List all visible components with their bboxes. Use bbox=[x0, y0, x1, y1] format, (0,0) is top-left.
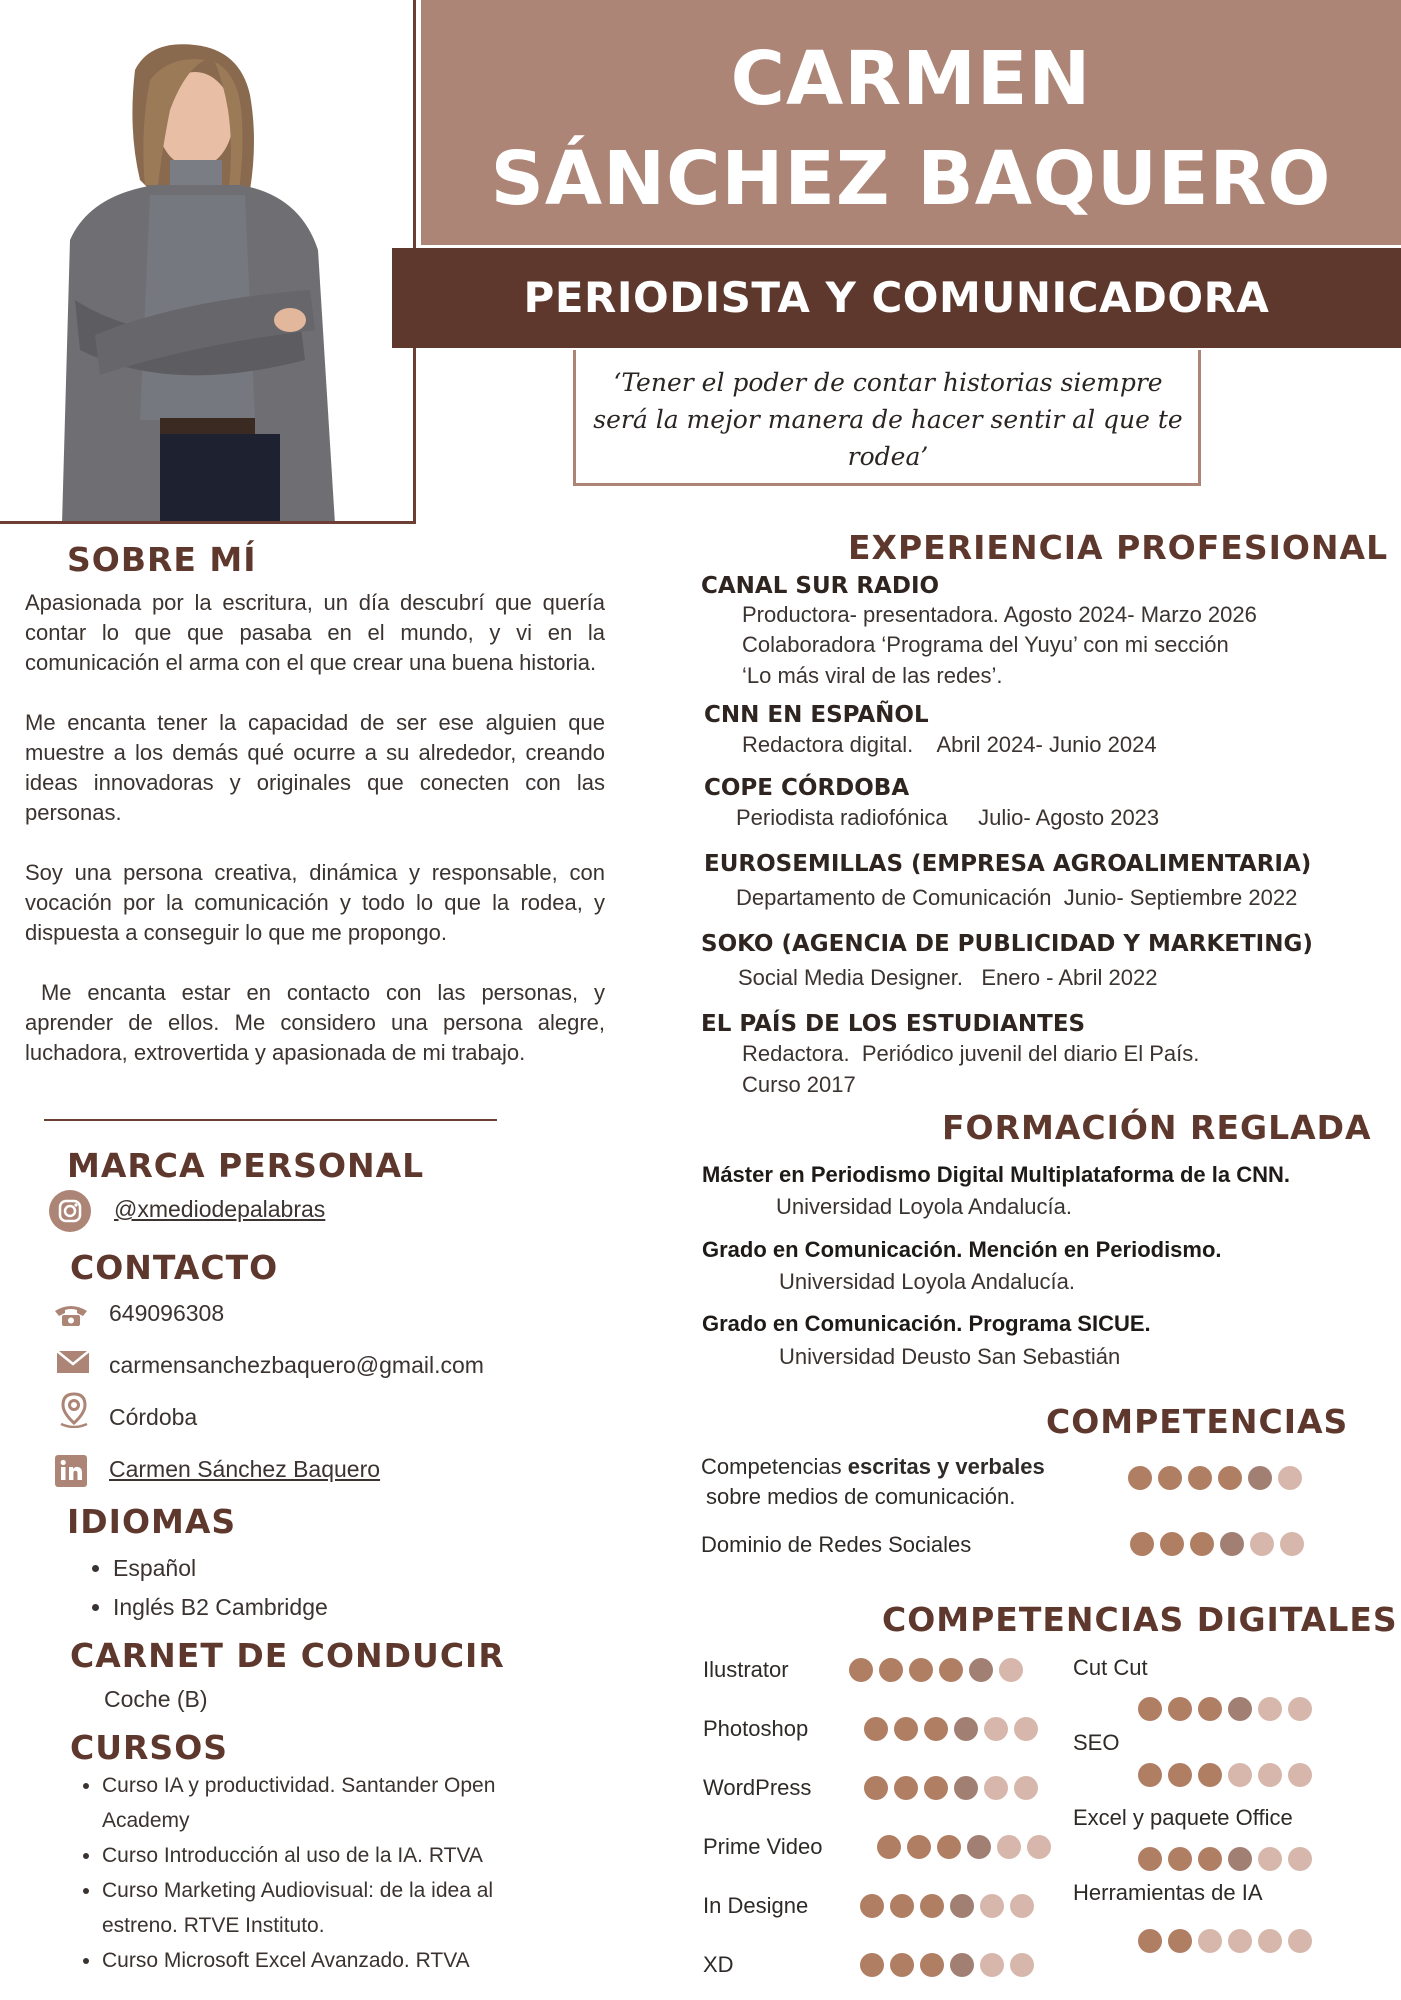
job-company: COPE CÓRDOBA bbox=[704, 775, 910, 801]
job-company: CNN EN ESPAÑOL bbox=[704, 702, 929, 728]
rating-dot-filled bbox=[909, 1658, 933, 1682]
job-company: SOKO (AGENCIA DE PUBLICIDAD Y MARKETING) bbox=[701, 931, 1313, 957]
rating-dot-empty bbox=[1228, 1763, 1252, 1787]
rating-dot-empty bbox=[1288, 1697, 1312, 1721]
digital-skill-rating bbox=[849, 1658, 1023, 1682]
about-paragraph: Me encanta estar en contacto con las personas, y aprender de ellos. Me considero una persona alegre, luchadora, extrovertida y apasionada de mi trabajo. bbox=[25, 980, 612, 1065]
rating-dot-filled bbox=[860, 1894, 884, 1918]
rating-dot-filled bbox=[894, 1717, 918, 1741]
rating-dot-filled bbox=[939, 1658, 963, 1682]
job-detail: Periodista radiofónica Julio- Agosto 2023 bbox=[736, 805, 1160, 830]
languages-heading: IDIOMAS bbox=[67, 1502, 237, 1541]
rating-dot-empty bbox=[1258, 1697, 1282, 1721]
rating-dot-filled bbox=[1168, 1929, 1192, 1953]
rating-dot-filled bbox=[954, 1776, 978, 1800]
rating-dot-filled bbox=[1160, 1532, 1184, 1556]
rating-dot-filled bbox=[1228, 1697, 1252, 1721]
digital-skill-rating bbox=[864, 1776, 1038, 1800]
rating-dot-filled bbox=[864, 1717, 888, 1741]
rating-dot-empty bbox=[1250, 1532, 1274, 1556]
job-company: EL PAÍS DE LOS ESTUDIANTES bbox=[701, 1011, 1086, 1037]
rating-dot-filled bbox=[879, 1658, 903, 1682]
digital-skill-label: Cut Cut bbox=[1073, 1655, 1148, 1680]
linkedin-link[interactable]: Carmen Sánchez Baquero bbox=[109, 1456, 381, 1482]
rating-dot-filled bbox=[1188, 1466, 1212, 1490]
rating-dot-filled bbox=[1138, 1763, 1162, 1787]
rating-dot-filled bbox=[1168, 1697, 1192, 1721]
digital-skill-label: SEO bbox=[1073, 1730, 1120, 1755]
rating-dot-empty bbox=[997, 1835, 1021, 1859]
digital-skill-label: Prime Video bbox=[703, 1834, 823, 1859]
competency-label: Competencias escritas y verbales bbox=[701, 1454, 1045, 1479]
rating-dot-empty bbox=[1288, 1763, 1312, 1787]
course-item: • Curso Introducción al uso de la IA. RTVA bbox=[102, 1838, 550, 1873]
rating-dot-filled bbox=[877, 1835, 901, 1859]
education-degree: Grado en Comunicación. Mención en Periodismo. bbox=[702, 1237, 1222, 1262]
digital-skill-rating bbox=[860, 1953, 1034, 1977]
digital-skill-rating bbox=[1138, 1847, 1312, 1871]
rating-dot-filled bbox=[890, 1953, 914, 1977]
profile-photo bbox=[0, 0, 416, 524]
job-detail: Curso 2017 bbox=[742, 1072, 856, 1097]
rating-dot-filled bbox=[1138, 1847, 1162, 1871]
email-icon bbox=[56, 1350, 90, 1379]
digital-heading: COMPETENCIAS DIGITALES bbox=[882, 1600, 1398, 1639]
rating-dot-filled bbox=[924, 1717, 948, 1741]
rating-dot-empty bbox=[1027, 1835, 1051, 1859]
job-detail: Departamento de Comunicación Junio- Septiembre 2022 bbox=[736, 885, 1298, 910]
job-detail: Productora- presentadora. Agosto 2024- Marzo 2026 bbox=[742, 602, 1257, 627]
rating-dot-filled bbox=[924, 1776, 948, 1800]
rating-dot-empty bbox=[980, 1894, 1004, 1918]
job-detail: ‘Lo más viral de las redes’. bbox=[742, 663, 1003, 688]
rating-dot-filled bbox=[1218, 1466, 1242, 1490]
digital-skill-rating bbox=[1138, 1763, 1312, 1787]
rating-dot-filled bbox=[1158, 1466, 1182, 1490]
job-detail: Redactora. Periódico juvenil del diario El País. bbox=[742, 1041, 1200, 1066]
rating-dot-filled bbox=[1198, 1847, 1222, 1871]
rating-dot-filled bbox=[907, 1835, 931, 1859]
rating-dot-empty bbox=[1010, 1953, 1034, 1977]
competency-rating bbox=[1130, 1532, 1304, 1556]
job-detail: Social Media Designer. Enero - Abril 2022 bbox=[738, 965, 1158, 990]
education-heading: FORMACIÓN REGLADA bbox=[942, 1108, 1372, 1147]
education-degree: Máster en Periodismo Digital Multiplataforma de la CNN. bbox=[702, 1162, 1290, 1187]
name-first: CARMEN bbox=[730, 36, 1092, 122]
education-school: Universidad Loyola Andalucía. bbox=[776, 1194, 1072, 1219]
digital-skill-rating bbox=[877, 1835, 1051, 1859]
rating-dot-empty bbox=[999, 1658, 1023, 1682]
course-item: • Curso Microsoft Excel Avanzado. RTVA bbox=[102, 1943, 550, 1978]
rating-dot-empty bbox=[1280, 1532, 1304, 1556]
rating-dot-filled bbox=[937, 1835, 961, 1859]
rating-dot-filled bbox=[864, 1776, 888, 1800]
instagram-link[interactable]: @xmediodepalabras bbox=[114, 1196, 326, 1222]
about-paragraph: Me encanta tener la capacidad de ser ese alguien que muestre a los demás qué ocurre a su alrededor, creando ideas innovadoras y originales que conecten con las personas. bbox=[25, 710, 605, 825]
phone-number: 649096308 bbox=[109, 1300, 225, 1326]
digital-skill-rating bbox=[1138, 1697, 1312, 1721]
rating-dot-empty bbox=[980, 1953, 1004, 1977]
rating-dot-empty bbox=[1258, 1763, 1282, 1787]
portrait-illustration bbox=[0, 0, 416, 524]
rating-dot-empty bbox=[1014, 1717, 1038, 1741]
email-address[interactable]: carmensanchezbaquero@gmail.com bbox=[109, 1352, 484, 1378]
digital-skill-label: XD bbox=[703, 1952, 734, 1977]
rating-dot-empty bbox=[1258, 1847, 1282, 1871]
instagram-icon bbox=[49, 1190, 91, 1232]
rating-dot-empty bbox=[1278, 1466, 1302, 1490]
language-item: • Español bbox=[113, 1549, 328, 1588]
education-degree: Grado en Comunicación. Programa SICUE. bbox=[702, 1311, 1151, 1336]
job-detail: Colaboradora ‘Programa del Yuyu’ con mi sección bbox=[742, 632, 1229, 657]
job-title-banner: PERIODISTA Y COMUNICADORA bbox=[523, 273, 1270, 322]
competencies-heading: COMPETENCIAS bbox=[1046, 1402, 1349, 1441]
city: Córdoba bbox=[109, 1404, 198, 1430]
rating-dot-filled bbox=[849, 1658, 873, 1682]
rating-dot-empty bbox=[1198, 1929, 1222, 1953]
rating-dot-filled bbox=[1220, 1532, 1244, 1556]
license-value: Coche (B) bbox=[104, 1686, 208, 1712]
brand-heading: MARCA PERSONAL bbox=[67, 1146, 425, 1185]
digital-skill-rating bbox=[864, 1717, 1038, 1741]
rating-dot-filled bbox=[1168, 1847, 1192, 1871]
rating-dot-filled bbox=[967, 1835, 991, 1859]
rating-dot-empty bbox=[1228, 1929, 1252, 1953]
digital-skill-rating bbox=[860, 1894, 1034, 1918]
rating-dot-empty bbox=[1288, 1929, 1312, 1953]
experience-heading: EXPERIENCIA PROFESIONAL bbox=[848, 528, 1389, 567]
rating-dot-filled bbox=[1130, 1532, 1154, 1556]
license-heading: CARNET DE CONDUCIR bbox=[70, 1636, 505, 1675]
rating-dot-filled bbox=[894, 1776, 918, 1800]
digital-skill-label: WordPress bbox=[703, 1775, 812, 1800]
rating-dot-filled bbox=[950, 1894, 974, 1918]
courses-heading: CURSOS bbox=[70, 1728, 229, 1767]
about-text bbox=[25, 588, 612, 1098]
rating-dot-filled bbox=[1198, 1763, 1222, 1787]
name-last: SÁNCHEZ BAQUERO bbox=[490, 136, 1332, 222]
rating-dot-empty bbox=[1288, 1847, 1312, 1871]
section-divider bbox=[44, 1119, 497, 1121]
course-item: • Curso Marketing Audiovisual: de la idea al estreno. RTVE Instituto. bbox=[102, 1873, 550, 1943]
digital-skill-label: Herramientas de IA bbox=[1073, 1880, 1263, 1905]
competency-label-cont: sobre medios de comunicación. bbox=[706, 1484, 1016, 1509]
rating-dot-filled bbox=[1138, 1929, 1162, 1953]
phone-icon bbox=[52, 1302, 90, 1333]
digital-skill-label: Photoshop bbox=[703, 1716, 809, 1741]
rating-dot-filled bbox=[920, 1953, 944, 1977]
quote-text: ‘Tener el poder de contar historias siempre será la mejor manera de hacer sentir al que te rodea’ bbox=[593, 368, 1183, 471]
languages-list bbox=[89, 1549, 328, 1627]
rating-dot-filled bbox=[890, 1894, 914, 1918]
language-item: • Inglés B2 Cambridge bbox=[113, 1588, 328, 1627]
courses-list bbox=[80, 1768, 550, 1978]
rating-dot-empty bbox=[1014, 1776, 1038, 1800]
rating-dot-filled bbox=[954, 1717, 978, 1741]
rating-dot-filled bbox=[920, 1894, 944, 1918]
about-paragraph: Soy una persona creativa, dinámica y responsable, con vocación por la comunicación y todo lo que la rodea, y dispuesta a conseguir lo que me propongo. bbox=[25, 860, 605, 945]
rating-dot-filled bbox=[1128, 1466, 1152, 1490]
about-paragraph: Apasionada por la escritura, un día descubrí que quería contar lo que que pasaba en el mundo, y vi en la comunicación el arma con el que crear una buena historia. bbox=[25, 590, 605, 675]
job-company: CANAL SUR RADIO bbox=[701, 573, 940, 599]
digital-skill-rating bbox=[1138, 1929, 1312, 1953]
location-pin-icon bbox=[58, 1392, 90, 1433]
digital-skill-label: Ilustrator bbox=[703, 1657, 789, 1682]
rating-dot-filled bbox=[1138, 1697, 1162, 1721]
digital-skill-label: Excel y paquete Office bbox=[1073, 1805, 1293, 1830]
competency-label: Dominio de Redes Sociales bbox=[701, 1532, 972, 1557]
rating-dot-empty bbox=[984, 1776, 1008, 1800]
linkedin-icon bbox=[55, 1455, 87, 1487]
rating-dot-empty bbox=[984, 1717, 1008, 1741]
rating-dot-filled bbox=[1228, 1847, 1252, 1871]
education-school: Universidad Loyola Andalucía. bbox=[779, 1269, 1075, 1294]
rating-dot-filled bbox=[860, 1953, 884, 1977]
rating-dot-filled bbox=[1198, 1697, 1222, 1721]
rating-dot-filled bbox=[1248, 1466, 1272, 1490]
rating-dot-filled bbox=[1190, 1532, 1214, 1556]
rating-dot-filled bbox=[969, 1658, 993, 1682]
education-school: Universidad Deusto San Sebastián bbox=[779, 1344, 1121, 1369]
course-item: • Curso IA y productividad. Santander Open Academy bbox=[102, 1768, 550, 1838]
digital-skill-label: In Designe bbox=[703, 1893, 809, 1918]
job-detail: Redactora digital. Abril 2024- Junio 2024 bbox=[742, 732, 1157, 757]
rating-dot-empty bbox=[1010, 1894, 1034, 1918]
rating-dot-filled bbox=[950, 1953, 974, 1977]
competency-rating bbox=[1128, 1466, 1302, 1490]
contact-heading: CONTACTO bbox=[70, 1248, 279, 1287]
rating-dot-filled bbox=[1168, 1763, 1192, 1787]
rating-dot-empty bbox=[1258, 1929, 1282, 1953]
job-company: EUROSEMILLAS (EMPRESA AGROALIMENTARIA) bbox=[704, 851, 1312, 877]
about-heading: SOBRE MÍ bbox=[67, 540, 257, 579]
